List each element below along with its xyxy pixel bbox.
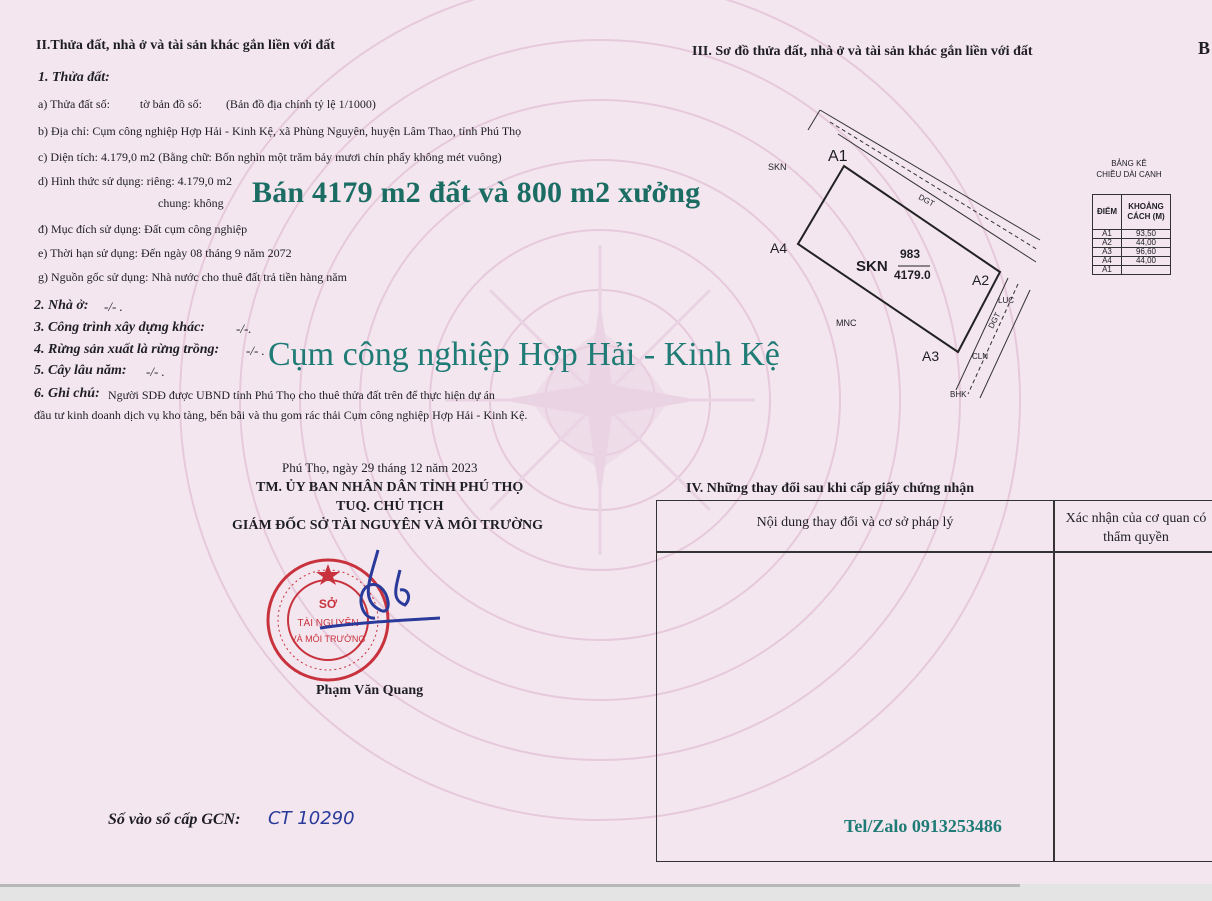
edge-length: 44,00	[1122, 239, 1171, 248]
edge-col-length: KHOẢNG CÁCH (M)	[1122, 195, 1171, 230]
parcel-area: 4179.0	[894, 268, 931, 282]
land-line-e: e) Thời hạn sử dụng: Đến ngày 08 tháng 9 năm 2072	[38, 246, 292, 260]
land-line-d2: đ) Mục đích sử dụng: Đất cụm công nghiệp	[38, 222, 248, 236]
signer-name: Phạm Văn Quang	[316, 683, 424, 698]
edge-length: 44,00	[1122, 257, 1171, 266]
section2-heading: II.Thửa đất, nhà ở và tài sản khác gắn liền với đất	[36, 38, 335, 53]
svg-text:SỞ: SỞ	[318, 597, 338, 611]
parcel-number: 983	[900, 247, 921, 261]
changes-table	[656, 500, 1212, 862]
point-a4: A4	[770, 240, 788, 256]
item6-text-1: Người SDĐ được UBND tỉnh Phú Thọ cho thuê thửa đất trên để thực hiện dự án	[108, 388, 495, 402]
changes-col-divider	[1053, 501, 1055, 861]
section4-heading: IV. Những thay đổi sau khi cấp giấy chứng nhận	[686, 481, 975, 496]
changes-row-divider	[657, 551, 1212, 553]
item2-value: -/- .	[104, 299, 123, 314]
register-label: Số vào sổ cấp GCN:	[108, 811, 241, 828]
item5-value: -/- .	[146, 364, 165, 379]
signature-scribble	[300, 540, 460, 640]
point-a2: A2	[972, 272, 990, 288]
changes-col-content: Nội dung thay đổi và cơ sở pháp lý	[756, 515, 954, 530]
neighbor-dgt-top: DGT	[916, 192, 937, 209]
neighbor-cln: CLN	[972, 352, 989, 361]
edge-point: A3	[1093, 248, 1122, 257]
sign-org-1: TM. ỦY BAN NHÂN DÂN TỈNH PHÚ THỌ	[256, 480, 524, 495]
land-line-d1: d) Hình thức sử dụng: riêng: 4.179,0 m2	[38, 174, 232, 188]
land-line-g: g) Nguồn gốc sử dụng: Nhà nước cho thuê đất trả tiền hàng năm	[38, 270, 347, 284]
overlay-contact: Tel/Zalo 0913253486	[844, 816, 1002, 836]
edge-table-title	[1090, 158, 1168, 180]
edge-table-title-2: CHIỀU DÀI CẠNH	[1096, 170, 1162, 179]
neighbor-luc: LUC	[998, 296, 1015, 305]
edge-col-point: ĐIỂM	[1093, 195, 1122, 230]
land-heading: 1. Thửa đất:	[38, 70, 110, 85]
edge-length	[1122, 266, 1171, 275]
parcel-code: SKN	[856, 258, 888, 275]
overlay-sale-text: Bán 4179 m2 đất và 800 m2 xưởng	[252, 176, 701, 209]
edge-length: 93,50	[1122, 230, 1171, 239]
point-a3: A3	[922, 348, 940, 364]
item3-value: -/-.	[236, 321, 252, 336]
edge-letter: B	[1198, 38, 1211, 58]
item3-label: 3. Công trình xây dựng khác:	[34, 320, 205, 335]
sign-org-2: TUQ. CHỦ TỊCH	[336, 499, 444, 514]
land-line-a: a) Thửa đất số: tờ bản đồ số: (Bản đồ địa chính tỷ lệ 1/1000)	[38, 97, 376, 111]
land-line-b: b) Địa chỉ: Cụm công nghiệp Hợp Hải - Kinh Kệ, xã Phùng Nguyên, huyện Lâm Thao, tỉnh Phú Thọ	[38, 124, 522, 138]
item6-label: 6. Ghi chú:	[34, 386, 100, 401]
item4-value: -/- .	[246, 343, 265, 358]
table-row	[1093, 266, 1171, 275]
svg-text:TÀI NGUYÊN: TÀI NGUYÊN	[297, 618, 359, 629]
edge-point: A1	[1093, 266, 1122, 275]
neighbor-mnc: MNC	[836, 318, 857, 328]
land-line-d1-shared: chung: không	[158, 196, 224, 210]
sign-org-3: GIÁM ĐỐC SỞ TÀI NGUYÊN VÀ MÔI TRƯỜNG	[232, 518, 544, 533]
section3-heading: III. Sơ đồ thửa đất, nhà ở và tài sản khác gắn liền với đất	[692, 44, 1033, 59]
item5-label: 5. Cây lâu năm:	[34, 363, 127, 378]
register-value: CT 10290	[268, 808, 355, 829]
edge-point: A2	[1093, 239, 1122, 248]
item2-label: 2. Nhà ở:	[34, 298, 89, 313]
neighbor-bhk: BHK	[950, 390, 967, 399]
edge-point: A1	[1093, 230, 1122, 239]
edge-table-title-1: BẢNG KÊ	[1111, 159, 1147, 168]
edge-length: 96,60	[1122, 248, 1171, 257]
land-line-c: c) Diện tích: 4.179,0 m2 (Bằng chữ: Bốn nghìn một trăm bảy mươi chín phẩy không mét vuông)	[38, 150, 502, 164]
sign-date: Phú Thọ, ngày 29 tháng 12 năm 2023	[282, 460, 478, 475]
svg-text:VÀ MÔI TRƯỜNG: VÀ MÔI TRƯỜNG	[290, 634, 366, 644]
neighbor-skn: SKN	[768, 162, 787, 172]
item6-text-2: đầu tư kinh doanh dịch vụ kho tàng, bến bãi và thu gom rác thải Cụm công nghiệp Hợp Hải - Kinh Kệ.	[34, 408, 528, 422]
neighbor-dgt-right: DGT	[986, 310, 1003, 331]
changes-col-confirm: Xác nhận của cơ quan có thẩm quyền	[1065, 511, 1207, 545]
point-a1: A1	[828, 148, 848, 165]
overlay-cluster-text: Cụm công nghiệp Hợp Hải - Kinh Kệ	[268, 336, 780, 373]
bottom-scroll-line	[0, 884, 1020, 887]
item4-label: 4. Rừng sản xuất là rừng trồng:	[34, 342, 220, 357]
edge-length-table	[1092, 194, 1171, 275]
edge-point: A4	[1093, 257, 1122, 266]
